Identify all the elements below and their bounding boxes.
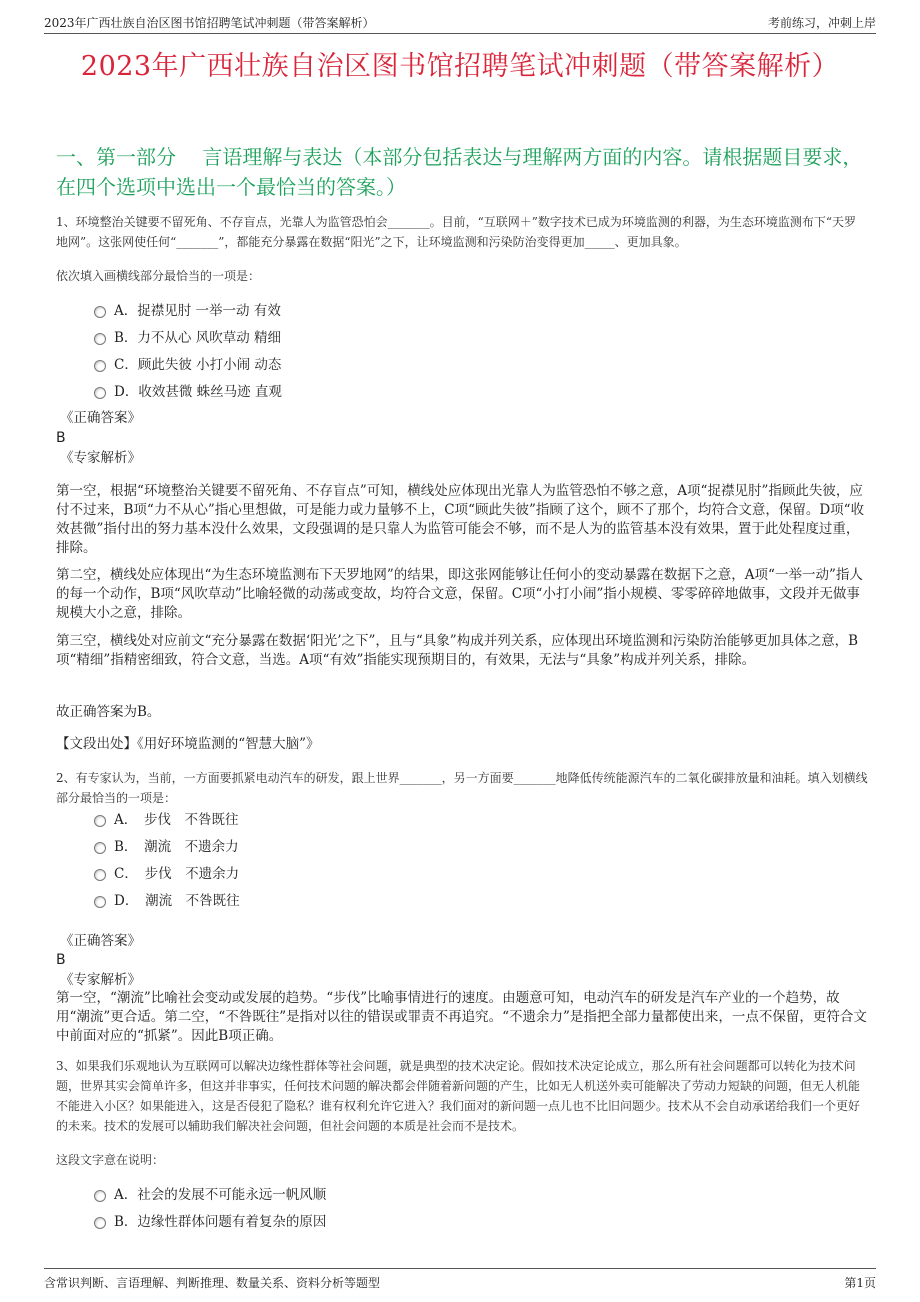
radio-icon[interactable] — [94, 306, 106, 318]
q3-prompt: 这段文字意在说明： — [56, 1153, 165, 1167]
q1-prompt: 依次填入画横线部分最恰当的一项是： — [56, 269, 261, 283]
header-slogan: 考前练习，冲刺上岸 — [767, 16, 876, 30]
radio-icon[interactable] — [94, 869, 106, 881]
q1-answer: B — [56, 430, 66, 446]
section-heading: 一、第一部分 言语理解与表达（本部分包括表达与理解两方面的内容。请根据题目要求，在四个选项中选出一个最恰当的答案。） — [56, 145, 863, 199]
radio-icon[interactable] — [94, 387, 106, 399]
page-header — [44, 10, 876, 34]
q2-analysis: 第一空，“潮流”比喻社会变动或发展的趋势。“步伐”比喻事情进行的速度。由题意可知，电动汽车的研发是汽车产业的一个趋势，故用“潮流”更合适。第二空，“不咎既往”是指对以往的错误或罪责不再追究。“不遗余力”是指把全部力量都使出来，一点不保留，更符合文中前面对应的“抓紧”。因此B项正确。 — [56, 990, 867, 1044]
q1-stem: 1、环境整治关键要不留死角、不存盲点，光靠人为监管恐怕会_______。目前，“互联网＋”数字技术已成为环境监测的利器，为生态环境监测布下“天罗地网”。这张网使任何“_______”，都能充分暴露在数据“阳光”之下，让环境监测和污染防治变得更加_____、更加具象。 — [56, 215, 857, 249]
radio-icon[interactable] — [94, 842, 106, 854]
q2-option-c[interactable]: C． 步伐 不遗余力 — [94, 861, 239, 883]
page-number: 第1页 — [844, 1276, 876, 1290]
header-doc-title: 2023年广西壮族自治区图书馆招聘笔试冲刺题（带答案解析） — [44, 16, 375, 30]
radio-icon[interactable] — [94, 333, 106, 345]
radio-icon[interactable] — [94, 1190, 106, 1202]
q3-stem: 3、如果我们乐观地认为互联网可以解决边缘性群体等社会问题，就是典型的技术决定论。假如技术决定论成立，那么所有社会问题都可以转化为技术问题，世界其实会简单许多，但这并非事实，任何技术问题的解决都会伴随着新问题的产生，比如无人机送外卖可能解决了劳动力短缺的问题，但无人机能不能进入小区？如果能进入，这是否侵犯了隐私？谁有权利允许它进入？我们面对的新问题一点儿也不比旧问题少。技术从不会自动承诺给我们一个更好的未来。技术的发展可以辅助我们解决社会问题，但社会问题的本质是社会而不是技术。 — [56, 1059, 861, 1133]
q2-answer: B — [56, 952, 66, 968]
q1-conclusion: 故正确答案为B。 — [56, 704, 161, 720]
q1-option-c[interactable]: C．顾此失彼 小打小闹 动态 — [94, 352, 281, 374]
q1-option-a[interactable]: A．捉襟见肘 一举一动 有效 — [94, 298, 281, 320]
q2-answer-label: 《正确答案》 — [60, 933, 141, 949]
q1-analysis-label: 《专家解析》 — [60, 450, 141, 466]
q1-answer-label: 《正确答案》 — [60, 410, 141, 426]
q2-option-b[interactable]: B． 潮流 不遗余力 — [94, 834, 239, 856]
q3-option-b[interactable]: B．边缘性群体问题有着复杂的原因 — [94, 1209, 326, 1231]
radio-icon[interactable] — [94, 896, 106, 908]
q1-analysis-1: 第一空，根据“环境整治关键要不留死角、不存盲点”可知，横线处应体现出光靠人为监管恐怕不够之意，A项“捉襟见肘”指顾此失彼，应付不过来，B项“力不从心”指心里想做，可是能力或力量够不上，C项“顾此失彼”指顾了这个，顾不了那个，均符合文意，保留。D项“收效甚微”指付出的努力基本没什么效果，文段强调的是只靠人为监管可能会不够，而不是人为的监管基本没有效果，置于此处程度过重，排除。 — [56, 483, 865, 556]
q1-analysis-2: 第二空，横线处应体现出“为生态环境监测布下天罗地网”的结果，即这张网能够让任何小的变动暴露在数据下之意，A项“一举一动”指人的每一个动作，B项“风吹草动”比喻轻微的动荡或变故，均符合文意，保留。C项“小打小闹”指小规模、零零碎碎地做事，文段并无做事规模大小之意，排除。 — [56, 567, 863, 621]
radio-icon[interactable] — [94, 360, 106, 372]
q1-analysis-3: 第三空，横线处对应前文“充分暴露在数据‘阳光’之下”，且与“具象”构成并列关系，应体现出环境监测和污染防治能够更加具体之意，B项“精细”指精密细致，符合文意，当选。A项“有效”指能实现预期目的，有效果，无法与“具象”构成并列关系，排除。 — [56, 633, 859, 668]
page-footer — [44, 1268, 876, 1290]
radio-icon[interactable] — [94, 1217, 106, 1229]
q3-option-a[interactable]: A．社会的发展不可能永远一帆风顺 — [94, 1182, 326, 1204]
q1-option-d[interactable]: D．收效甚微 蛛丝马迹 直观 — [94, 379, 282, 401]
q2-option-d[interactable]: D． 潮流 不咎既往 — [94, 888, 240, 910]
radio-icon[interactable] — [94, 815, 106, 827]
footer-description: 含常识判断、言语理解、判断推理、数量关系、资料分析等题型 — [44, 1276, 381, 1290]
q1-source: 【文段出处】《用好环境监测的“智慧大脑”》 — [56, 736, 320, 752]
q2-analysis-label: 《专家解析》 — [60, 972, 141, 988]
document-title: 2023年广西壮族自治区图书馆招聘笔试冲刺题（带答案解析） — [80, 51, 840, 82]
q1-option-b[interactable]: B．力不从心 风吹草动 精细 — [94, 325, 281, 347]
q2-stem: 2、有专家认为，当前，一方面要抓紧电动汽车的研发，跟上世界_______，另一方面要_______地降低传统能源汽车的二氧化碳排放量和油耗。填入划横线部分最恰当的一项是： — [56, 771, 868, 805]
q2-option-a[interactable]: A． 步伐 不咎既往 — [94, 807, 239, 829]
